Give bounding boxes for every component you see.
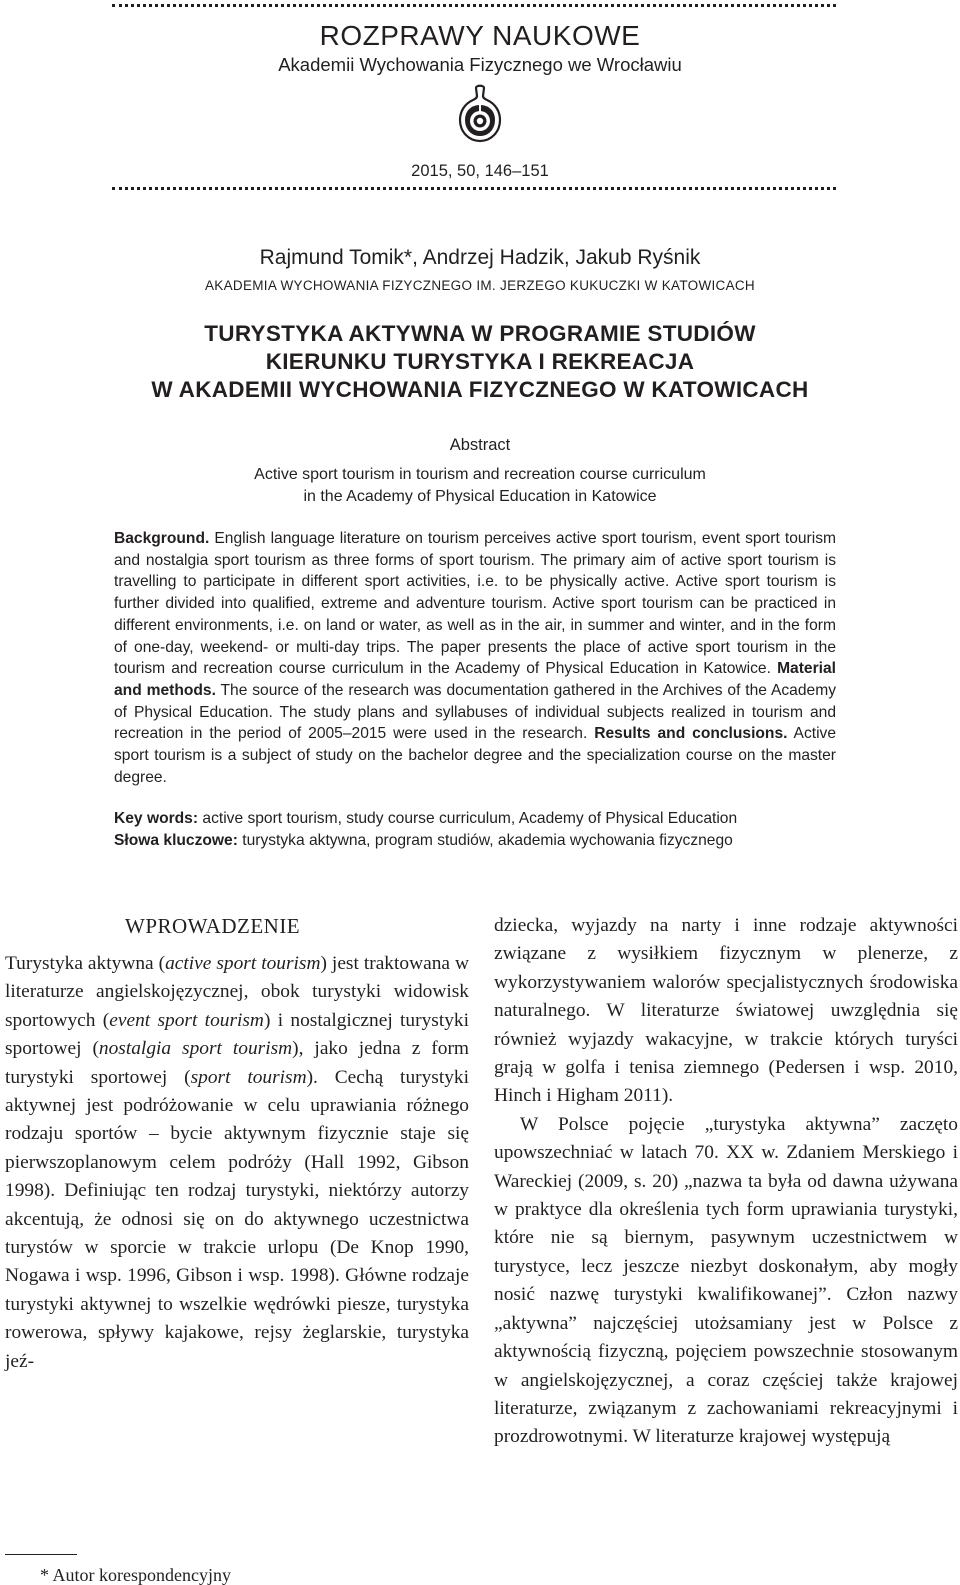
top-dotted-rule xyxy=(112,4,836,7)
footnote-rule xyxy=(5,1554,77,1555)
issue-info: 2015, 50, 146–151 xyxy=(411,162,549,180)
slowa-kluczowe-line xyxy=(114,830,874,852)
methods-text: The source of the research was documentation gathered in the Archives of the Academy of Physical Education. The study plans and syllabuses of individual subjects realized in tourism and recreation in the period of 2005–2015 were used in the research. xyxy=(114,681,836,743)
footnote: * Autor korespondencyjny xyxy=(40,1565,231,1585)
authors: Rajmund Tomik*, Andrzej Hadzik, Jakub Ryśnik xyxy=(259,246,701,269)
methods-label: Material and methods. xyxy=(114,660,836,699)
journal-emblem-icon xyxy=(456,84,504,144)
affiliation: AKADEMIA WYCHOWANIA FIZYCZNEGO IM. JERZEGO KUKUCZKI W KATOWICACH xyxy=(205,278,755,293)
results-text: Active sport tourism is a subject of study on the bachelor degree and the specialization course on the master degree. xyxy=(114,725,837,786)
title-line: W AKADEMII WYCHOWANIA FIZYCZNEGO W KATOWICACH xyxy=(151,377,809,402)
body-column-left xyxy=(5,912,469,1376)
keywords-label: Key words: xyxy=(114,810,199,827)
header-dotted-rule xyxy=(112,187,836,190)
abstract-label: Abstract xyxy=(449,436,511,454)
keywords-text: active sport tourism, study course curriculum, Academy of Physical Education xyxy=(198,810,738,827)
slowa-kluczowe-text: turystyka aktywna, program studiów, akademia wychowania fizycznego xyxy=(237,831,733,849)
results-label: Results and conclusions. xyxy=(594,725,788,743)
section-heading: WPROWADZENIE xyxy=(125,914,301,938)
keywords-block xyxy=(114,808,874,851)
body-paragraph: W Polsce pojęcie „turystyka aktywna” zaczęto upowszechniać w latach 70. XX w. Zdaniem Merskiego i Wareckiej (2009, s. 20) „nazwa ta była od dawna używana w praktyce dla określenia tych form uprawiania turystyki, które nie są biernym, pasywnym uczestnictwem w turystyce, lecz jeszcze niezbyt doskonałym, aby mogły nosić nazwę turystyki kwalifikowanej”. Człon nazwy „aktywna” najczęściej utożsamiany jest w Polsce z aktywnością fizyczną, pojęciem powszechnie stosowanym w angielskojęzycznej, a coraz częściej także krajowej literaturze, związanym z zachowaniami rekreacyjnymi i prozdrowotnymi. W literaturze krajowej występują xyxy=(494,1113,958,1448)
abstract-title-line: Active sport tourism in tourism and recreation course curriculum xyxy=(254,466,706,483)
body-paragraph: Turystyka aktywna (active sport tourism) jest traktowana w literaturze angielskojęzycznej, obok turystyki widowisk sportowych (event sport tourism) i nostalgicznej turystyki sportowej (nostalgia sport tourism), jako jedna z form turystyki sportowej (sport tourism). Cechą turystyki aktywnej jest podróżowanie w celu uprawiania różnego rodzaju sportów – bycie aktywnym fizycznie staje się pierwszoplanowym celem podróży (Hall 1992, Gibson 1998). Definiując ten rodzaj turystyki, niektórzy autorzy akcentują, że odnosi się on do aktywnego uczestnictwa turystów w sporcie w trakcie urlopu (De Knop 1990, Nogawa i wsp. 1996, Gibson i wsp. 1998). Główne rodzaje turystyki aktywnej to wszelkie wędrówki piesze, turystyka rowerowa, spływy kajakowe, rejsy żeglarskie, turystyka jeź- xyxy=(5,953,470,1372)
body-column-right xyxy=(494,912,958,1452)
keywords-line xyxy=(114,808,874,830)
title-line: TURYSTYKA AKTYWNA W PROGRAMIE STUDIÓW xyxy=(204,321,756,346)
title-line: KIERUNKU TURYSTYKA I REKREACJA xyxy=(265,349,695,374)
journal-subtitle: Akademii Wychowania Fizycznego we Wrocławiu xyxy=(278,54,682,75)
background-text: English language literature on tourism perceives active sport tourism, event sport tourism and nostalgia sport tourism as three forms of sport tourism. The primary aim of active sport tourism is travelling to participate in different sport activities, i.e. to be physically active. Active sport tourism is further divided into qualified, extreme and adventure tourism. Active sport tourism can be practiced in different environments, i.e. on land or water, as well as in the air, in summer and winter, and in the form of one-day, weekend- or multi-day trips. The paper presents the place of active sport tourism in the tourism and recreation course curriculum in the Academy of Physical Education in Katowice. xyxy=(114,530,836,678)
abstract-title-line: in the Academy of Physical Education in Katowice xyxy=(303,488,657,505)
body-paragraph: dziecka, wyjazdy na narty i inne rodzaje aktywności związane z wysiłkiem fizycznym w plenerze, z wykorzystywaniem walorów specjalistycznych środowiska naturalnego. W literaturze światowej uwzględnia się również wyjazdy wakacyjne, w trakcie których turyści grają w golfa i tenisa ziemnego (Pedersen i wsp. 2010, Hinch i Higham 2011). xyxy=(494,915,958,1107)
journal-name: ROZPRAWY NAUKOWE xyxy=(319,20,641,51)
abstract-title xyxy=(0,464,960,508)
slowa-kluczowe-label: Słowa kluczowe: xyxy=(114,831,238,849)
background-label: Background. xyxy=(114,530,210,547)
article-title xyxy=(0,320,960,404)
abstract-body xyxy=(114,528,836,788)
